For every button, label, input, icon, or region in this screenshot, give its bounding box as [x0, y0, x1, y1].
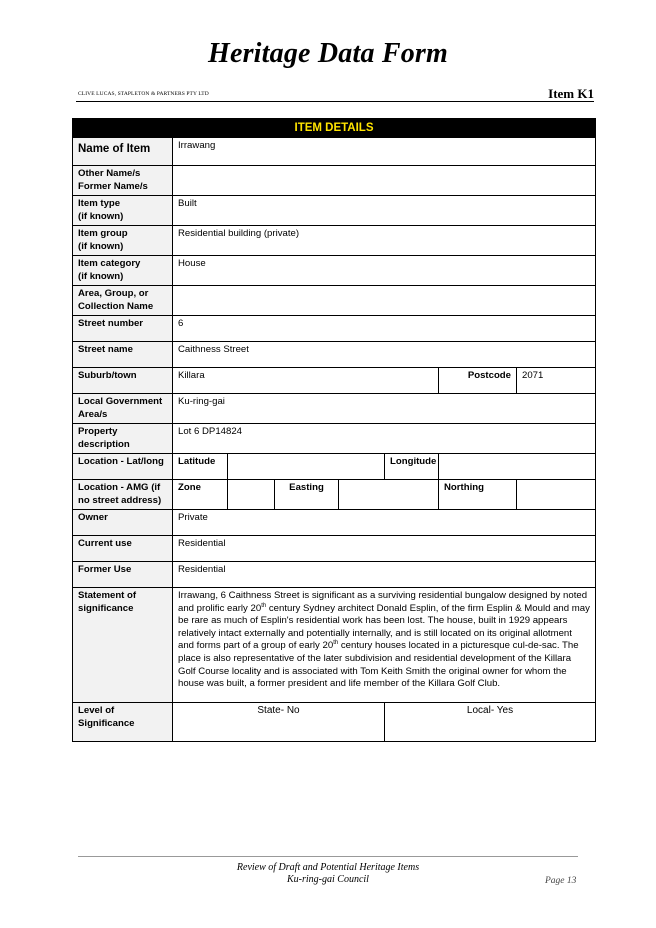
street-number-label: Street number: [73, 316, 173, 342]
item-category-value: House: [173, 256, 596, 286]
property-label: [73, 424, 173, 454]
lga-label-line2: Area/s: [78, 408, 108, 420]
row-item-group: [73, 226, 596, 256]
street-name-label: Street name: [73, 342, 173, 368]
longitude-value: [439, 454, 596, 480]
row-area-group: [73, 286, 596, 316]
level-local: Local- Yes: [385, 703, 596, 742]
item-category-label-line2: (if known): [78, 270, 124, 282]
longitude-label: Longitude: [385, 454, 439, 480]
row-item-type: [73, 196, 596, 226]
name-value: Irrawang: [173, 138, 596, 166]
level-label: [73, 703, 173, 742]
page-number: Page 13: [545, 876, 577, 886]
owner-value: Private: [173, 510, 596, 536]
suburb-value: Killara: [173, 368, 439, 394]
area-group-value: [173, 286, 596, 316]
banner-row: [73, 119, 596, 138]
area-group-label-line1: Area, Group, or: [78, 288, 149, 299]
amg-label: [73, 480, 173, 510]
row-level-of-significance: [73, 703, 596, 742]
area-group-label-line2: Collection Name: [78, 300, 154, 312]
item-type-label-line2: (if known): [78, 210, 124, 222]
significance-text-3: century houses located in a picturesque cul-de-sac. The place is also representative of the later subdivision and residential development of the Killara Golf Course locality and is associated with Tom Keith Smith the original owner for whom the house was built, a former president and life member of the Killara Golf Club.: [178, 640, 579, 690]
other-names-label-line2: Former Name/s: [78, 180, 148, 192]
lga-label: [73, 394, 173, 424]
item-group-label-line2: (if known): [78, 240, 124, 252]
item-category-label-line1: Item category: [78, 258, 141, 269]
current-use-value: Residential: [173, 536, 596, 562]
area-group-label: [73, 286, 173, 316]
row-item-category: [73, 256, 596, 286]
item-type-label-line1: Item type: [78, 198, 121, 209]
significance-label-line2: significance: [78, 602, 134, 614]
significance-sup-1: th: [261, 602, 267, 609]
footer-council: Ku-ring-gai Council: [287, 874, 369, 885]
easting-value: [339, 480, 439, 510]
owner-label: Owner: [73, 510, 173, 536]
latlong-label: Location - Lat/long: [73, 454, 173, 480]
suburb-label: Suburb/town: [73, 368, 173, 394]
zone-label: Zone: [173, 480, 228, 510]
significance-label-line1: Statement of: [78, 590, 137, 601]
name-label: Name of Item: [73, 138, 173, 166]
row-amg: [73, 480, 596, 510]
zone-value: [228, 480, 275, 510]
firm-name: CLIVE LUCAS, STAPLETON & PARTNERS PTY LTD: [78, 91, 209, 97]
current-use-label: Current use: [73, 536, 173, 562]
row-current-use: [73, 536, 596, 562]
street-name-value: Caithness Street: [173, 342, 596, 368]
item-type-value: Built: [173, 196, 596, 226]
item-group-label: [73, 226, 173, 256]
item-group-value: Residential building (private): [173, 226, 596, 256]
item-group-label-line1: Item group: [78, 228, 128, 239]
other-names-label: [73, 166, 173, 196]
row-street-name: [73, 342, 596, 368]
significance-value: [173, 588, 596, 703]
lga-value: Ku-ring-gai: [173, 394, 596, 424]
page-title: Heritage Data Form: [207, 38, 449, 69]
amg-label-line2: no street address): [78, 494, 162, 506]
street-number-value: 6: [173, 316, 596, 342]
row-name-of-item: [73, 138, 596, 166]
item-type-label: [73, 196, 173, 226]
property-label-line2: description: [78, 438, 130, 450]
row-lat-long: [73, 454, 596, 480]
row-suburb: [73, 368, 596, 394]
item-details-banner: ITEM DETAILS: [73, 119, 596, 138]
significance-label: [73, 588, 173, 703]
level-label-line1: Level of: [78, 705, 115, 716]
row-owner: [73, 510, 596, 536]
footer-rule: [78, 856, 578, 857]
level-label-line2: Significance: [78, 717, 135, 729]
easting-label: Easting: [275, 480, 339, 510]
row-street-number: [73, 316, 596, 342]
row-property-description: [73, 424, 596, 454]
item-category-label: [73, 256, 173, 286]
other-names-value: [173, 166, 596, 196]
footer-report-title: Review of Draft and Potential Heritage Items: [236, 862, 420, 873]
other-names-label-line1: Other Name/s: [78, 168, 141, 179]
amg-label-line1: Location - AMG (if: [78, 482, 161, 493]
former-use-label: Former Use: [73, 562, 173, 588]
significance-text-1: Irrawang, 6 Caithness Street is significant as a surviving residential bungalow designed by noted and prolific early 20: [178, 590, 588, 614]
former-use-value: Residential: [173, 562, 596, 588]
significance-text-2: century Sydney architect Donald Esplin, of the firm Esplin & Mould and may be rare as much of Esplin's residential work has been lost. The house, built in 1929 appears relatively intact externally and potentially internally, and is still located on its original allotment and forms part of a group of early 20: [178, 602, 590, 652]
property-label-line1: Property: [78, 426, 118, 437]
header-rule: [76, 101, 594, 102]
item-details-table: [72, 118, 596, 742]
postcode-label: Postcode: [439, 368, 517, 394]
lga-label-line1: Local Government: [78, 396, 163, 407]
northing-label: Northing: [439, 480, 517, 510]
latitude-value: [228, 454, 385, 480]
northing-value: [517, 480, 596, 510]
row-former-use: [73, 562, 596, 588]
latitude-label: Latitude: [173, 454, 228, 480]
level-state: State- No: [173, 703, 385, 742]
significance-sup-2: th: [333, 640, 339, 647]
property-value: Lot 6 DP14824: [173, 424, 596, 454]
row-lga: [73, 394, 596, 424]
postcode-value: 2071: [517, 368, 596, 394]
row-other-names: [73, 166, 596, 196]
item-number: Item K1: [548, 86, 594, 101]
row-significance: [73, 588, 596, 703]
